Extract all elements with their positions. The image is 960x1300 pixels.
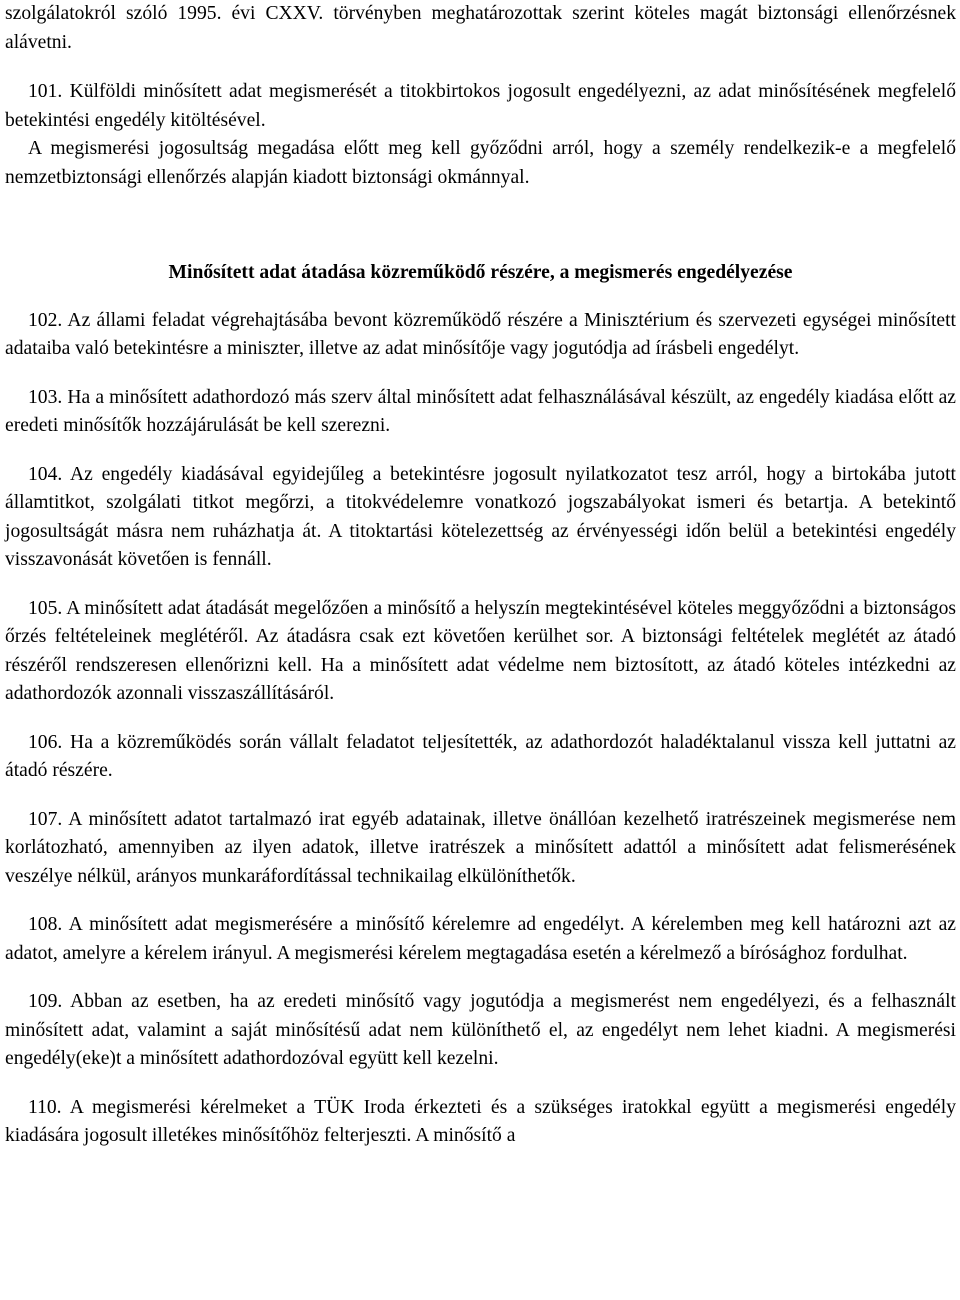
paragraph-105: 105. A minősített adat átadását megelőzően a minősítő a helyszín megtekintésével köteles meggyőződni a biztonságos őrzés feltételeinek meglétéről. Az átadásra csak ezt követően kerülhet sor. A biztonsági feltételek meglétét az átadó részéről rendszeresen ellenőrizni kell. Ha a minősített adat védelme nem biztosított, az átadó köteles intézkedni az adathordozók azonnali visszaszállításáról. — [5, 597, 956, 704]
paragraph-101-continued: A megismerési jogosultság megadása előtt meg kell győződni arról, hogy a személy rendelkezik-e a megfelelő nemzetbiztonsági ellenőrzés alapján kiadott biztonsági okmánnyal. — [5, 138, 956, 188]
paragraph-104: 104. Az engedély kiadásával egyidejűleg a betekintésre jogosult nyilatkozatot tesz arról, hogy a birtokába jutott államtitkot, szolgálati titkot megőrzi, a titokvédelemre vonatkozó jogszabályokat ismeri és betartja. A betekintő jogosultságát másra nem ruházhatja át. A titoktartási kötelezettség az érvényességi időn belül a betekintési engedély visszavonását követően is fennáll. — [5, 463, 956, 570]
paragraph-106: 106. Ha a közreműködés során vállalt feladatot teljesítették, az adathordozót haladéktalanul vissza kell juttatni az átadó részére. — [5, 731, 956, 781]
paragraph-101: 101. Külföldi minősített adat megismerését a titokbirtokos jogosult engedélyezni, az adat minősítésének megfelelő betekintési engedély kitöltésével. — [5, 81, 956, 131]
paragraph-102: 102. Az állami feladat végrehajtásába bevont közreműködő részére a Minisztérium és szervezeti egységei minősített adataiba való betekintésre a miniszter, illetve az adat minősítője vagy jogutódja ad írásbeli engedélyt. — [5, 309, 956, 359]
section-heading: Minősített adat átadása közreműködő részére, a megismerés engedélyezése — [168, 262, 793, 283]
paragraph-110: 110. A megismerési kérelmeket a TÜK Iroda érkezteti és a szükséges iratokkal együtt a megismerési engedély kiadására jogosult illetékes minősítőhöz felterjeszti. A minősítő a — [5, 1096, 956, 1146]
paragraph-103: 103. Ha a minősített adathordozó más szerv által minősített adat felhasználásával készült, az engedély kiadása előtt az eredeti minősítők hozzájárulását be kell szerezni. — [5, 386, 956, 436]
paragraph-109: 109. Abban az esetben, ha az eredeti minősítő vagy jogutódja a megismerést nem engedélyezi, és a felhasznált minősített adat, valamint a saját minősítésű adat nem különíthető el, az engedélyt nem lehet kiadni. A megismerési engedély(eke)t a minősített adathordozóval együtt kell kezelni. — [5, 991, 956, 1069]
paragraph-continuation: szolgálatokról szóló 1995. évi CXXV. törvényben meghatározottak szerint köteles magát biztonsági ellenőrzésnek alávetni. — [5, 3, 956, 53]
paragraph-107: 107. A minősített adatot tartalmazó irat egyéb adatainak, illetve önállóan kezelhető iratrészeinek megismerése nem korlátozható, amennyiben az ilyen adatok, illetve iratrészek a minősített adattól a minősített adat felismerésének veszélye nélkül, arányos munkaráfordítással technikailag elkülöníthetők. — [5, 808, 956, 887]
paragraph-108: 108. A minősített adat megismerésére a minősítő kérelemre ad engedélyt. A kérelemben meg kell határozni azt az adatot, amelyre a kérelem irányul. A megismerési kérelem megtagadása esetén a kérelmező a bírósághoz fordulhat. — [5, 914, 956, 964]
document-page — [5, 0, 956, 1151]
